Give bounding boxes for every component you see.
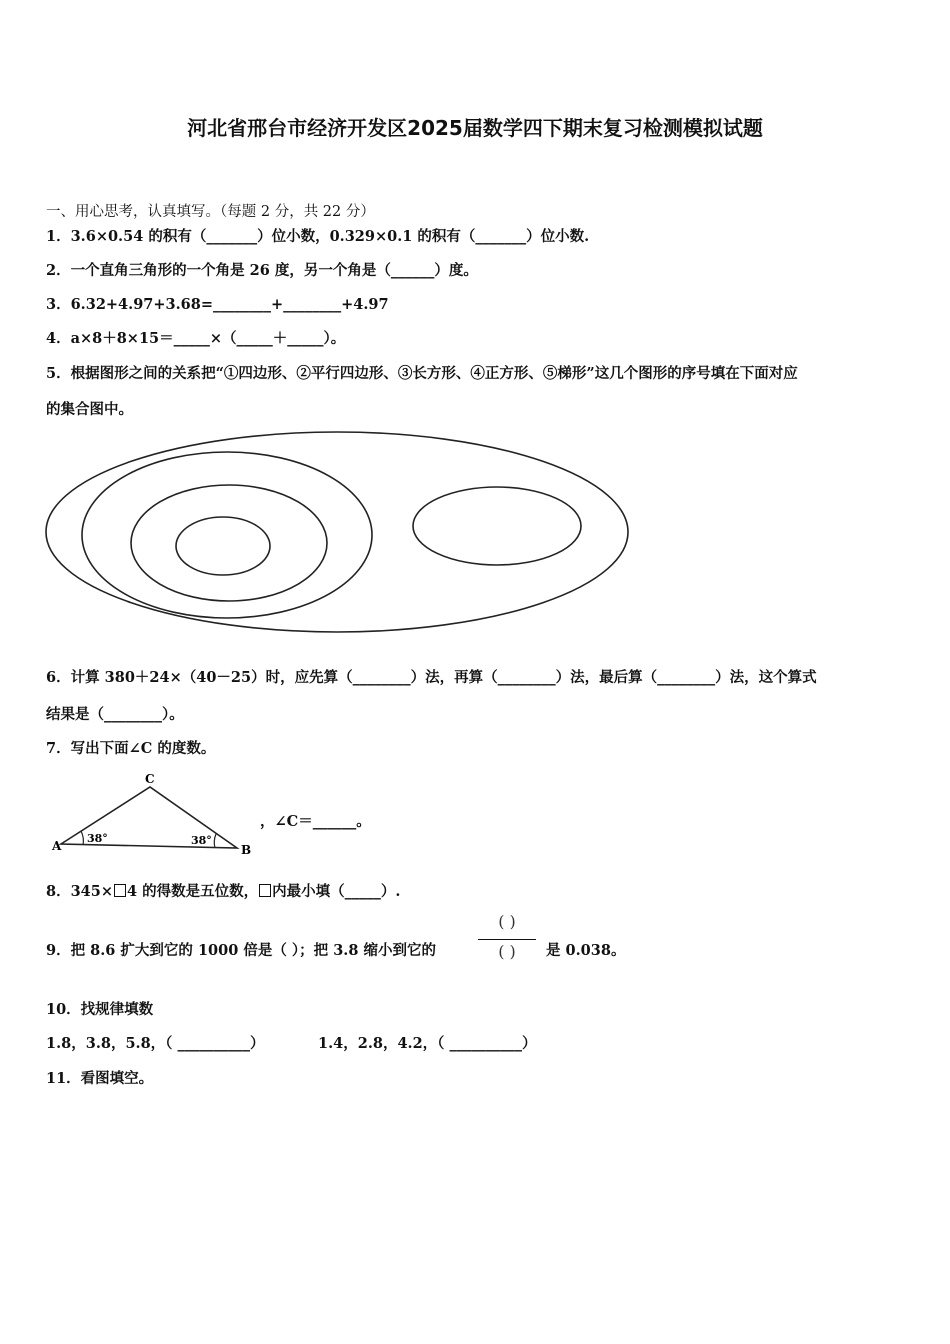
question-7-answer: ，∠C＝______。 bbox=[260, 813, 371, 830]
blank-box-icon bbox=[259, 884, 271, 897]
question-6-line-1: 6．计算 380＋24×（40－25）时，应先算（________）法，再算（________）法，最后算（________）法，这个算式 bbox=[46, 669, 817, 686]
set-square bbox=[176, 517, 270, 575]
blank-box-icon bbox=[114, 884, 126, 897]
question-10: 10．找规律填数 bbox=[46, 1001, 154, 1018]
question-4: 4．a×8＋8×15＝_____×（_____＋_____）。 bbox=[46, 330, 346, 347]
vertex-b-label: B bbox=[241, 843, 252, 857]
venn-diagram bbox=[40, 425, 640, 640]
angle-b-arc bbox=[214, 834, 216, 848]
angle-b-label: 38° bbox=[191, 834, 212, 847]
fraction-numerator: ( ) bbox=[498, 912, 516, 931]
section-heading: 一、用心思考，认真填写。（每题 2 分，共 22 分） bbox=[46, 204, 375, 220]
question-2: 2．一个直角三角形的一个角是 26 度，另一个角是（______）度。 bbox=[46, 262, 478, 279]
set-rectangle bbox=[131, 485, 327, 601]
fraction-denominator: ( ) bbox=[498, 942, 516, 961]
fraction-bar bbox=[478, 939, 536, 940]
question-1: 1．3.6×0.54 的积有（_______）位小数，0.329×0.1 的积有（_______）位小数. bbox=[46, 228, 590, 245]
fraction-blank bbox=[474, 912, 540, 968]
question-3: 3．6.32+4.97+3.68=________+________+4.97 bbox=[46, 296, 389, 313]
vertex-c-label: C bbox=[145, 772, 155, 786]
question-11: 11．看图填空。 bbox=[46, 1070, 154, 1087]
angle-a-label: 38° bbox=[87, 832, 108, 845]
angle-a-arc bbox=[81, 831, 83, 845]
question-5-line-1: 5．根据图形之间的关系把“①四边形、②平行四边形、③长方形、④正方形、⑤梯形”这几个图形的序号填在下面对应 bbox=[46, 365, 798, 382]
question-8-part-3: 内最小填（_____）. bbox=[272, 883, 401, 900]
vertex-a-label: A bbox=[52, 839, 62, 853]
question-8 bbox=[46, 882, 400, 902]
set-trapezoid bbox=[413, 487, 581, 565]
triangle-figure bbox=[48, 770, 258, 860]
question-8-part-1: 8．345× bbox=[46, 883, 114, 900]
page-title: 河北省邢台市经济开发区2025届数学四下期末复习检测模拟试题 bbox=[187, 116, 763, 140]
question-5-line-2: 的集合图中。 bbox=[46, 401, 133, 418]
set-parallelogram bbox=[82, 452, 372, 618]
question-9-part-1: 9．把 8.6 扩大到它的 1000 倍是（ ）；把 3.8 缩小到它的 bbox=[46, 942, 436, 959]
question-7: 7．写出下面∠C 的度数。 bbox=[46, 740, 216, 757]
question-6-line-2: 结果是（________）。 bbox=[46, 706, 184, 723]
question-9-part-2: 是 0.038。 bbox=[546, 942, 626, 959]
question-10-sequence-1: 1.8，3.8，5.8，（ __________） bbox=[46, 1035, 265, 1052]
question-8-part-2: 4 的得数是五位数， bbox=[127, 883, 259, 900]
question-10-sequence-2: 1.4，2.8，4.2，（ __________） bbox=[318, 1035, 537, 1052]
